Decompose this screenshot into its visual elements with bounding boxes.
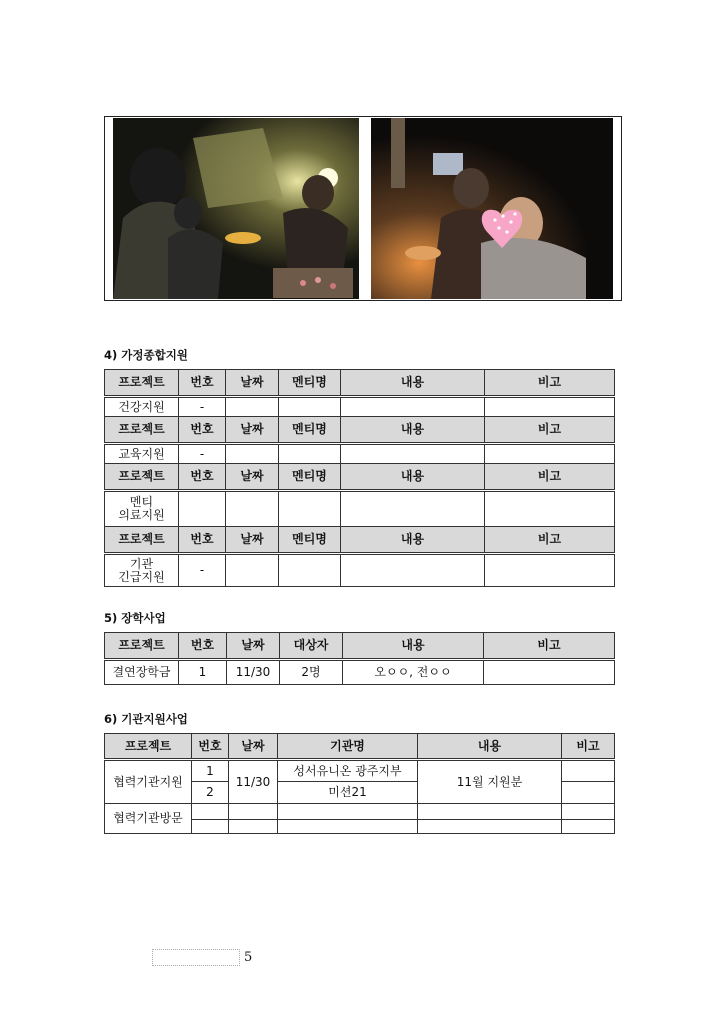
cell-date: 11/30 — [227, 660, 280, 685]
header-date: 날짜 — [226, 370, 279, 397]
cell-number — [192, 820, 229, 834]
cell-date: 11/30 — [229, 760, 278, 804]
cell-content — [418, 804, 562, 820]
cell-content — [341, 397, 485, 417]
cell-content: 11월 지원분 — [418, 760, 562, 804]
table-row — [105, 760, 615, 782]
cell-note — [485, 444, 615, 464]
header-content: 내용 — [343, 633, 484, 660]
cell-content — [341, 491, 485, 527]
cell-number: 2 — [192, 782, 229, 804]
header-date: 날짜 — [226, 527, 279, 554]
section-4-heading: 4) 가정종합지원 — [104, 348, 188, 362]
header-organization: 기관명 — [278, 734, 418, 760]
cell-number: - — [179, 554, 226, 587]
cell-number: - — [179, 444, 226, 464]
header-project: 프로젝트 — [105, 633, 179, 660]
header-number: 번호 — [179, 633, 227, 660]
cell-mentee — [279, 491, 341, 527]
cell-project: 교육지원 — [105, 444, 179, 464]
header-mentee: 멘티명 — [279, 527, 341, 554]
cell-number: 1 — [179, 660, 227, 685]
table-header-row — [105, 417, 615, 444]
cell-project: 협력기관지원 — [105, 760, 192, 804]
header-note: 비고 — [485, 417, 615, 444]
section-6-heading: 6) 기관지원사업 — [104, 712, 188, 726]
cell-number: - — [179, 397, 226, 417]
page-number: 5 — [244, 950, 253, 965]
cell-project-line2: 의료지원 — [118, 508, 165, 522]
header-content: 내용 — [341, 370, 485, 397]
header-note: 비고 — [485, 464, 615, 491]
header-recipient: 대상자 — [280, 633, 343, 660]
table-header-row — [105, 464, 615, 491]
cell-note — [562, 804, 615, 820]
header-content: 내용 — [341, 417, 485, 444]
cell-project — [105, 491, 179, 527]
photo-camping-night-left — [113, 118, 359, 299]
cell-note — [485, 491, 615, 527]
header-date: 날짜 — [229, 734, 278, 760]
cell-recipient: 2명 — [280, 660, 343, 685]
cell-organization: 미션21 — [278, 782, 418, 804]
header-project: 프로젝트 — [105, 527, 179, 554]
header-date: 날짜 — [226, 464, 279, 491]
cell-date — [226, 444, 279, 464]
header-project: 프로젝트 — [105, 417, 179, 444]
cell-project: 건강지원 — [105, 397, 179, 417]
header-content: 내용 — [341, 464, 485, 491]
cell-content — [418, 820, 562, 834]
cell-note — [484, 660, 615, 685]
page-number-field — [152, 949, 240, 966]
header-number: 번호 — [179, 464, 226, 491]
header-number: 번호 — [179, 527, 226, 554]
photo-frame — [104, 116, 622, 301]
table-row — [105, 491, 615, 527]
header-mentee: 멘티명 — [279, 370, 341, 397]
section-5-heading: 5) 장학사업 — [104, 611, 166, 625]
cell-content — [341, 444, 485, 464]
cell-note — [562, 820, 615, 834]
cell-date — [229, 820, 278, 834]
cell-number: 1 — [192, 760, 229, 782]
cell-project-line1: 기관 — [129, 556, 154, 571]
table-row — [105, 554, 615, 587]
cell-date — [226, 397, 279, 417]
cell-note — [562, 760, 615, 782]
header-project: 프로젝트 — [105, 464, 179, 491]
table-row — [105, 804, 615, 820]
cell-date — [226, 554, 279, 587]
cell-project — [105, 554, 179, 587]
cell-mentee — [279, 444, 341, 464]
table-row — [105, 444, 615, 464]
cell-mentee — [279, 554, 341, 587]
table-header-row — [105, 734, 615, 760]
header-content: 내용 — [341, 527, 485, 554]
header-mentee: 멘티명 — [279, 417, 341, 444]
cell-number — [179, 491, 226, 527]
cell-date — [229, 804, 278, 820]
cell-organization — [278, 820, 418, 834]
cell-organization — [278, 804, 418, 820]
table-header-row — [105, 370, 615, 397]
institution-support-table — [104, 733, 615, 834]
header-note: 비고 — [562, 734, 615, 760]
header-number: 번호 — [192, 734, 229, 760]
cell-mentee — [279, 397, 341, 417]
cell-project-line1: 멘티 — [129, 495, 154, 509]
cell-project: 결연장학금 — [105, 660, 179, 685]
cell-note — [562, 782, 615, 804]
header-note: 비고 — [484, 633, 615, 660]
cell-organization: 성서유니온 광주지부 — [278, 760, 418, 782]
cell-content — [341, 554, 485, 587]
photo-camping-night-right — [371, 118, 613, 299]
table-row — [105, 397, 615, 417]
header-mentee: 멘티명 — [279, 464, 341, 491]
header-note: 비고 — [485, 527, 615, 554]
header-project: 프로젝트 — [105, 370, 179, 397]
header-content: 내용 — [418, 734, 562, 760]
header-note: 비고 — [485, 370, 615, 397]
header-project: 프로젝트 — [105, 734, 192, 760]
header-number: 번호 — [179, 370, 226, 397]
header-date: 날짜 — [227, 633, 280, 660]
table-header-row — [105, 527, 615, 554]
family-support-table — [104, 369, 615, 587]
scholarship-table — [104, 632, 615, 685]
header-number: 번호 — [179, 417, 226, 444]
table-header-row — [105, 633, 615, 660]
header-date: 날짜 — [226, 417, 279, 444]
cell-number — [192, 804, 229, 820]
cell-project-line2: 긴급지원 — [118, 569, 165, 584]
cell-note — [485, 554, 615, 587]
table-row — [105, 660, 615, 685]
cell-project: 협력기관방문 — [105, 804, 192, 834]
cell-date — [226, 491, 279, 527]
cell-content: 오ㅇㅇ, 전ㅇㅇ — [343, 660, 484, 685]
cell-note — [485, 397, 615, 417]
